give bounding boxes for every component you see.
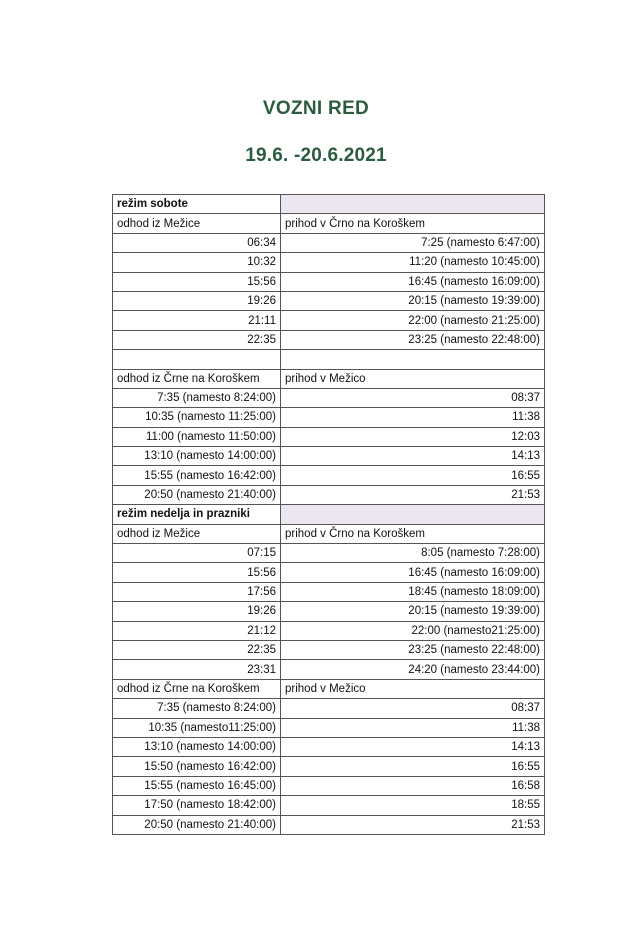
departure-time: 17:50 (namesto 18:42:00) <box>113 796 281 815</box>
departure-header: odhod iz Mežice <box>113 214 281 233</box>
departure-time: 7:35 (namesto 8:24:00) <box>113 699 281 718</box>
arrival-time: 12:03 <box>281 427 545 446</box>
arrival-time: 11:38 <box>281 408 545 427</box>
section-heading: režim sobote <box>113 195 281 214</box>
arrival-time: 11:20 (namesto 10:45:00) <box>281 253 545 272</box>
column-header-row <box>113 369 545 388</box>
table-row <box>113 408 545 427</box>
table-row <box>113 330 545 349</box>
table-row <box>113 718 545 737</box>
arrival-time: 16:45 (namesto 16:09:00) <box>281 563 545 582</box>
departure-time: 10:35 (namesto11:25:00) <box>113 718 281 737</box>
arrival-time: 16:45 (namesto 16:09:00) <box>281 272 545 291</box>
departure-time: 06:34 <box>113 233 281 252</box>
date-range: 19.6. -20.6.2021 <box>245 145 387 166</box>
arrival-time: 21:53 <box>281 485 545 504</box>
document-title: VOZNI RED <box>262 98 370 119</box>
table-row <box>113 815 545 834</box>
departure-time: 13:10 (namesto 14:00:00) <box>113 447 281 466</box>
arrival-time: 7:25 (namesto 6:47:00) <box>281 233 545 252</box>
departure-time: 10:35 (namesto 11:25:00) <box>113 408 281 427</box>
arrival-time: 20:15 (namesto 19:39:00) <box>281 602 545 621</box>
arrival-time: 16:55 <box>281 466 545 485</box>
departure-time: 23:31 <box>113 660 281 679</box>
departure-time: 15:56 <box>113 563 281 582</box>
table-row <box>113 757 545 776</box>
arrival-time: 08:37 <box>281 388 545 407</box>
departure-time: 13:10 (namesto 14:00:00) <box>113 737 281 756</box>
section-heading-fill <box>281 195 545 214</box>
table-row <box>113 388 545 407</box>
arrival-header: prihod v Mežico <box>281 369 545 388</box>
arrival-time: 23:25 (namesto 22:48:00) <box>281 330 545 349</box>
arrival-time: 22:00 (namesto 21:25:00) <box>281 311 545 330</box>
departure-time: 22:35 <box>113 640 281 659</box>
table-row <box>113 485 545 504</box>
arrival-time: 23:25 (namesto 22:48:00) <box>281 640 545 659</box>
departure-time: 22:35 <box>113 330 281 349</box>
arrival-header: prihod v Mežico <box>281 679 545 698</box>
section-heading: režim nedelja in prazniki <box>113 505 281 524</box>
arrival-time: 8:05 (namesto 7:28:00) <box>281 544 545 563</box>
table-row <box>113 272 545 291</box>
table-row <box>113 699 545 718</box>
departure-time: 20:50 (namesto 21:40:00) <box>113 815 281 834</box>
blank-cell <box>113 350 281 369</box>
arrival-time: 14:13 <box>281 737 545 756</box>
departure-time: 10:32 <box>113 253 281 272</box>
table-row <box>113 737 545 756</box>
departure-time: 19:26 <box>113 602 281 621</box>
column-header-row <box>113 524 545 543</box>
departure-time: 07:15 <box>113 544 281 563</box>
table-row <box>113 660 545 679</box>
arrival-time: 22:00 (namesto21:25:00) <box>281 621 545 640</box>
arrival-time: 08:37 <box>281 699 545 718</box>
column-header-row <box>113 679 545 698</box>
arrival-time: 24:20 (namesto 23:44:00) <box>281 660 545 679</box>
departure-time: 19:26 <box>113 291 281 310</box>
departure-time: 21:11 <box>113 311 281 330</box>
table-row <box>113 447 545 466</box>
arrival-time: 14:13 <box>281 447 545 466</box>
blank-row <box>113 350 545 369</box>
table-row <box>113 253 545 272</box>
table-row <box>113 311 545 330</box>
departure-time: 7:35 (namesto 8:24:00) <box>113 388 281 407</box>
departure-header: odhod iz Črne na Koroškem <box>113 369 281 388</box>
arrival-time: 16:55 <box>281 757 545 776</box>
table-row <box>113 621 545 640</box>
arrival-header: prihod v Črno na Koroškem <box>281 524 545 543</box>
table-row <box>113 427 545 446</box>
table-row <box>113 602 545 621</box>
departure-time: 21:12 <box>113 621 281 640</box>
table-row <box>113 582 545 601</box>
section-heading-row <box>113 195 545 214</box>
table-row <box>113 776 545 795</box>
section-heading-row <box>113 505 545 524</box>
departure-time: 15:50 (namesto 16:42:00) <box>113 757 281 776</box>
arrival-header: prihod v Črno na Koroškem <box>281 214 545 233</box>
table-row <box>113 233 545 252</box>
arrival-time: 16:58 <box>281 776 545 795</box>
column-header-row <box>113 214 545 233</box>
arrival-time: 11:38 <box>281 718 545 737</box>
timetable <box>112 194 545 835</box>
arrival-time: 21:53 <box>281 815 545 834</box>
arrival-time: 18:55 <box>281 796 545 815</box>
arrival-time: 18:45 (namesto 18:09:00) <box>281 582 545 601</box>
departure-time: 11:00 (namesto 11:50:00) <box>113 427 281 446</box>
table-row <box>113 544 545 563</box>
section-heading-fill <box>281 505 545 524</box>
blank-cell <box>281 350 545 369</box>
departure-time: 20:50 (namesto 21:40:00) <box>113 485 281 504</box>
table-row <box>113 640 545 659</box>
table-row <box>113 291 545 310</box>
table-row <box>113 466 545 485</box>
departure-header: odhod iz Mežice <box>113 524 281 543</box>
departure-time: 15:55 (namesto 16:45:00) <box>113 776 281 795</box>
departure-header: odhod iz Črne na Koroškem <box>113 679 281 698</box>
arrival-time: 20:15 (namesto 19:39:00) <box>281 291 545 310</box>
table-row <box>113 563 545 582</box>
departure-time: 15:55 (namesto 16:42:00) <box>113 466 281 485</box>
departure-time: 15:56 <box>113 272 281 291</box>
departure-time: 17:56 <box>113 582 281 601</box>
table-row <box>113 796 545 815</box>
